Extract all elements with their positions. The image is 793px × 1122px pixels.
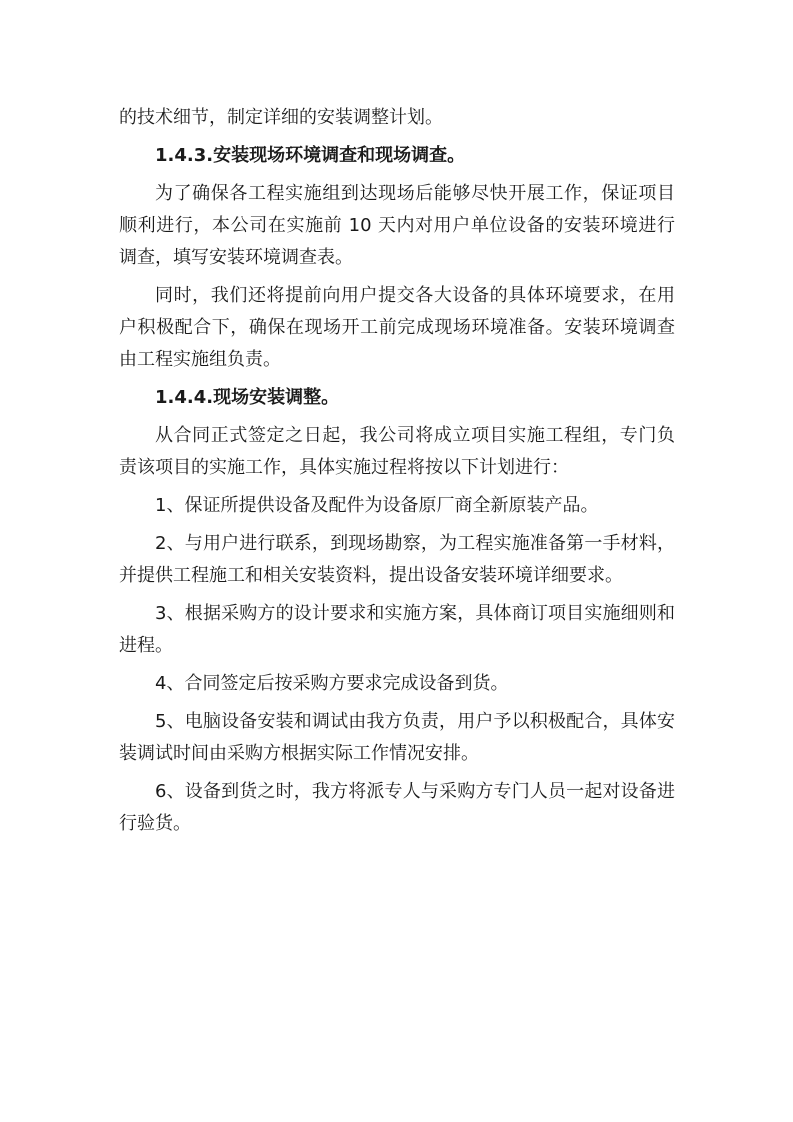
list-item-3: 3、根据采购方的设计要求和实施方案，具体商订项目实施细则和进程。 <box>119 603 675 656</box>
paragraph-project-team: 从合同正式签定之日起，我公司将成立项目实施工程组，专门负责该项目的实施工作，具体实施过程将按以下计划进行： <box>119 425 675 478</box>
section-heading-1-4-4: 1.4.4.现场安装调整。 <box>155 387 340 408</box>
list-item-2: 2、与用户进行联系，到现场勘察，为工程实施准备第一手材料，并提供工程施工和相关安装资料，提出设备安装环境详细要求。 <box>119 533 675 586</box>
paragraph-site-survey: 为了确保各工程实施组到达现场后能够尽快开展工作，保证项目顺利进行，本公司在实施前 10 天内对用户单位设备的安装环境进行调查，填写安装环境调查表。 <box>119 183 675 268</box>
list-item-6: 6、设备到货之时，我方将派专人与采购方专门人员一起对设备进行验货。 <box>119 781 675 834</box>
paragraph-environment-requirements: 同时，我们还将提前向用户提交各大设备的具体环境要求，在用户积极配合下，确保在现场开工前完成现场环境准备。安装环境调查由工程实施组负责。 <box>119 285 675 370</box>
section-heading-1-4-3: 1.4.3.安装现场环境调查和现场调查。 <box>155 145 466 166</box>
paragraph-continuation: 的技术细节，制定详细的安装调整计划。 <box>119 107 443 128</box>
list-item-4: 4、合同签定后按采购方要求完成设备到货。 <box>155 673 509 694</box>
list-item-1: 1、保证所提供设备及配件为设备原厂商全新原装产品。 <box>155 495 599 516</box>
list-item-5: 5、电脑设备安装和调试由我方负责，用户予以积极配合，具体安装调试时间由采购方根据实际工作情况安排。 <box>119 711 675 764</box>
document-body <box>119 102 675 840</box>
